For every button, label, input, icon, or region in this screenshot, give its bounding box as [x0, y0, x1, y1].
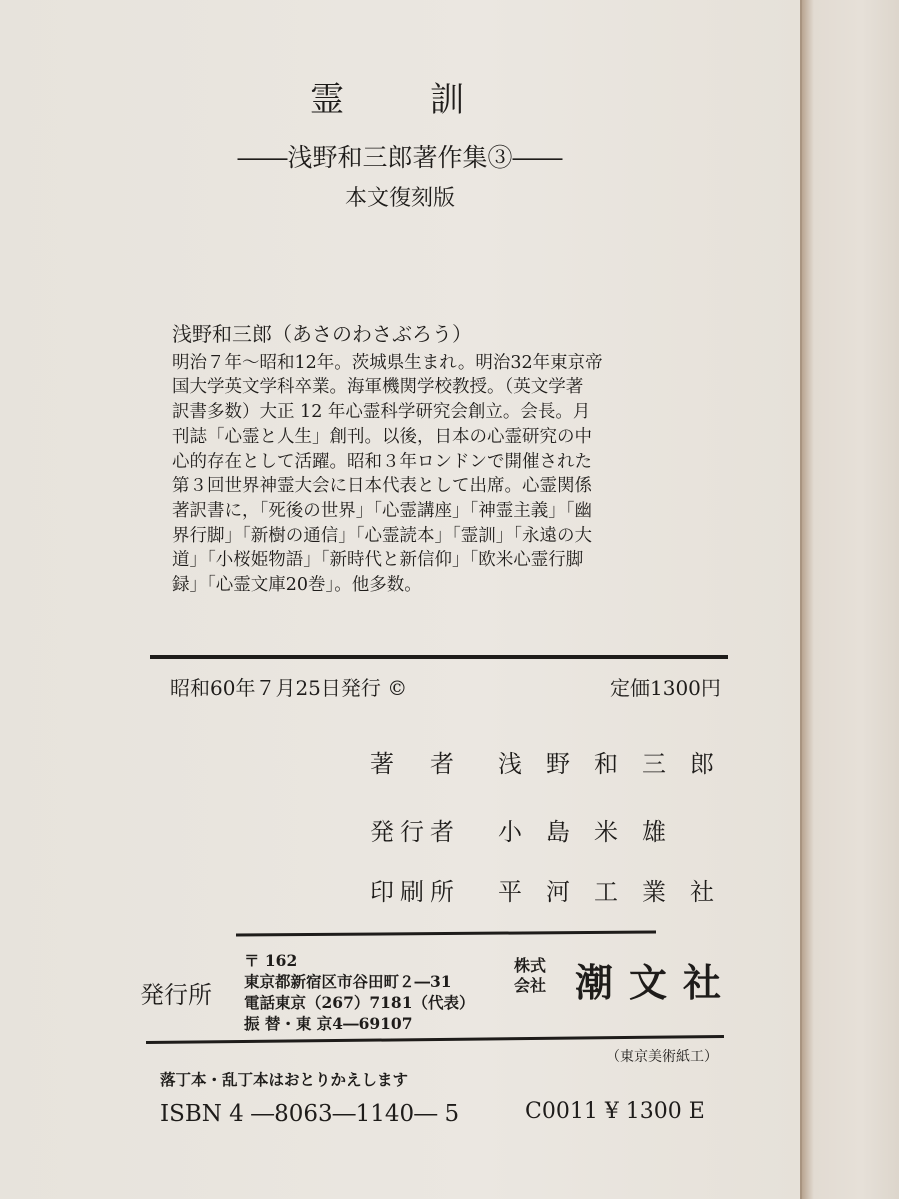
classification-code: C0011 ¥ 1300 E — [525, 1099, 705, 1124]
publisher-label: 発行所 — [140, 981, 212, 1009]
bio-line: 道」「小桜姫物語」「新時代と新信仰」「欧米心霊行脚 — [172, 550, 584, 571]
author-biography — [172, 322, 692, 598]
postal-code: 〒 162 — [244, 951, 298, 970]
phone: 電話東京（267）7181（代表） — [244, 993, 475, 1012]
publisher-name: 潮文社 — [575, 960, 738, 1005]
bio-line: 著訳書に，「死後の世界」「心霊講座」「神霊主義」「幽 — [172, 500, 592, 521]
bio-line: 国大学英文学科卒業。海軍機関学校教授。（英文学著 — [172, 377, 584, 398]
defect-notice: 落丁本・乱丁本はおとりかえします — [160, 1070, 409, 1089]
book-subtitle: ――浅野和三郎著作集③―― — [237, 143, 563, 172]
company-type-top: 株式 — [514, 956, 547, 975]
printer-label: 印刷所 — [370, 878, 460, 906]
bio-line: 訳書多数）大正 12 年心霊科学研究会創立。会長。月 — [172, 402, 591, 423]
bio-line: 第３回世界神霊大会に日本代表として出席。心霊関係 — [172, 476, 592, 497]
bio-line: 刊誌「心霊と人生」創刊。以後，日本の心霊研究の中 — [172, 426, 592, 447]
issuer-label: 発行者 — [370, 818, 460, 846]
divider-rule — [146, 1035, 724, 1044]
list-price: 定価1300円 — [610, 676, 721, 700]
divider-rule — [236, 931, 656, 937]
company-type-bottom: 会社 — [514, 976, 547, 995]
isbn: ISBN 4 ―8063―1140― 5 — [160, 1101, 460, 1127]
edition-label: 本文復刻版 — [344, 186, 455, 211]
publication-date: 昭和60年７月25日発行 © — [170, 676, 408, 700]
address: 東京都新宿区市谷田町２―31 — [244, 972, 452, 991]
bio-line: 明治７年～昭和12年。茨城県生まれ。明治32年東京帝 — [172, 352, 603, 373]
divider-rule — [150, 655, 728, 659]
bio-line: 心的存在として活躍。昭和３年ロンドンで開催された — [172, 451, 592, 472]
binder-credit: （東京美術紙工） — [606, 1049, 718, 1065]
printer-name: 平河工業社 — [498, 878, 738, 906]
book-title: 霊 訓 — [310, 80, 490, 120]
company-type — [514, 956, 554, 996]
author-label: 著 者 — [370, 750, 460, 778]
author-name: 浅野和三郎 — [498, 750, 738, 778]
bio-line: 界行脚」「新樹の通信」「心霊読本」「霊訓」「永遠の大 — [172, 525, 592, 546]
bio-author-name: 浅野和三郎（あさのわさぶろう） — [172, 322, 472, 346]
issuer-name: 小島米雄 — [498, 818, 690, 846]
adjacent-page-edge — [800, 0, 899, 1199]
bio-line: 録」「心霊文庫20巻」。他多数。 — [172, 575, 422, 596]
publisher-address-block — [244, 950, 475, 1034]
transfer-account: 振 替・東 京4―69107 — [244, 1014, 413, 1033]
